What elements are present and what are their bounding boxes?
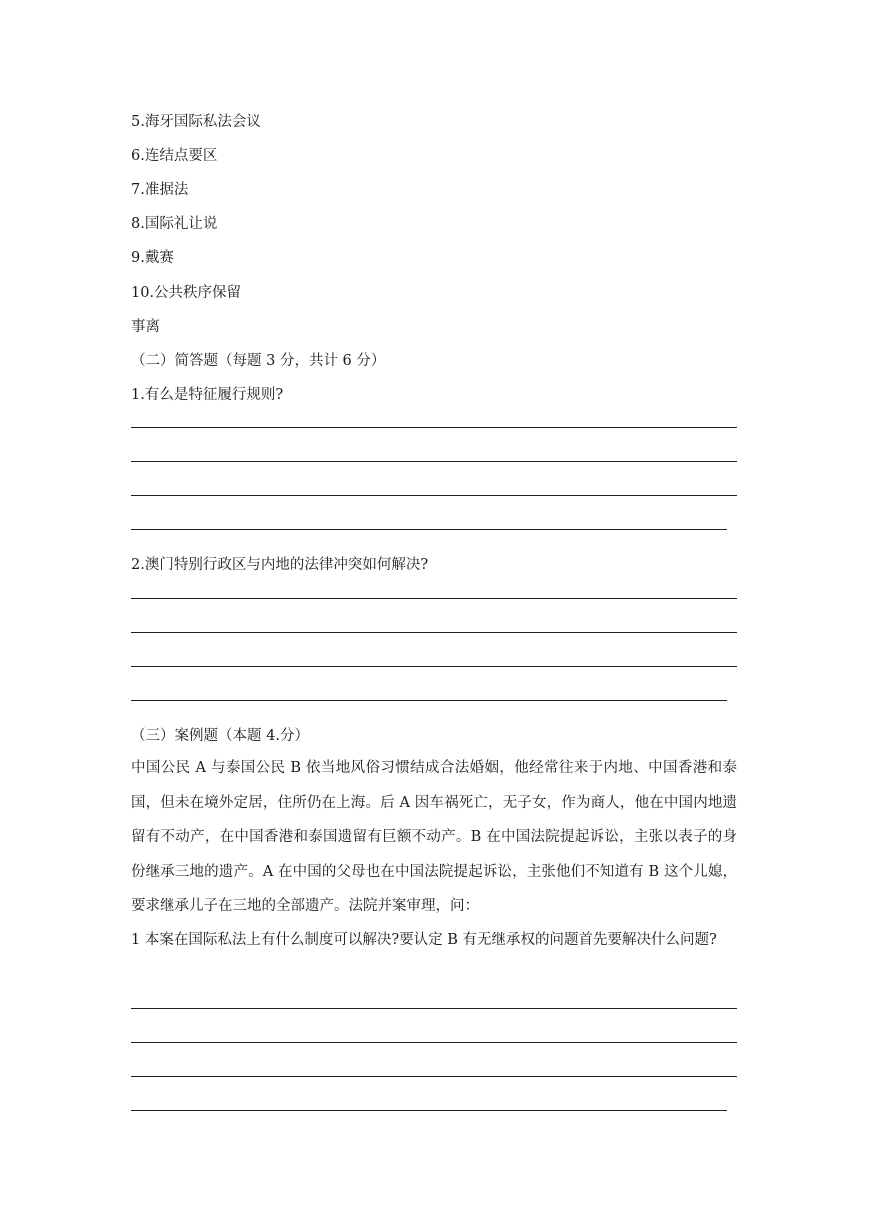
answer-line[interactable] (131, 1110, 727, 1111)
answer-line[interactable] (131, 461, 737, 462)
case-body: 中国公民 A 与泰国公民 B 依当地风俗习惯结成合法婚姻，他经常往来于内地、中国香港和泰国，但未在境外定居，住所仍在上海。后 A 因车祸死亡，无子女，作为商人，他在中国内地遗留有不动产，在中国香港和泰国遗留有巨额不动产。B 在中国法院提起诉讼，主张以表子的身份继承三地的遗产。A 在中国的父母也在中国法院提起诉讼，主张他们不知道有 B 这个儿媳，要求继承儿子在三地的全部遗产。法院并案审理，问： (131, 760, 737, 914)
answer-line[interactable] (131, 495, 737, 496)
term-item: 8.国际礼让说 (131, 216, 218, 232)
answer-line[interactable] (131, 666, 737, 667)
term-item: 6.连结点要区 (131, 148, 218, 164)
short-answer-question-2: 2.澳门特别行政区与内地的法律冲突如何解决? (131, 557, 429, 573)
term-item: 7.准据法 (131, 182, 189, 198)
term-item: 事离 (131, 319, 160, 335)
answer-line[interactable] (131, 1042, 737, 1043)
answer-line[interactable] (131, 700, 727, 701)
short-answer-question-1: 1.有么是特征履行规则? (131, 387, 284, 403)
answer-line[interactable] (131, 529, 727, 530)
term-item: 5.海牙国际私法会议 (131, 114, 261, 130)
term-item: 9.戴赛 (131, 250, 174, 266)
short-answer-heading: （二）简答题（每题 3 分，共计 6 分） (131, 353, 386, 369)
answer-line[interactable] (131, 632, 737, 633)
case-heading: （三）案例题（本题 4.分） (131, 728, 309, 744)
case-question-1: 1 本案在国际私法上有什么制度可以解决?要认定 B 有无继承权的问题首先要解决什么问题? (131, 932, 717, 948)
answer-line[interactable] (131, 598, 737, 599)
answer-line[interactable] (131, 1008, 737, 1009)
term-item: 10.公共秩序保留 (131, 285, 242, 301)
answer-line[interactable] (131, 427, 737, 428)
answer-line[interactable] (131, 1076, 737, 1077)
